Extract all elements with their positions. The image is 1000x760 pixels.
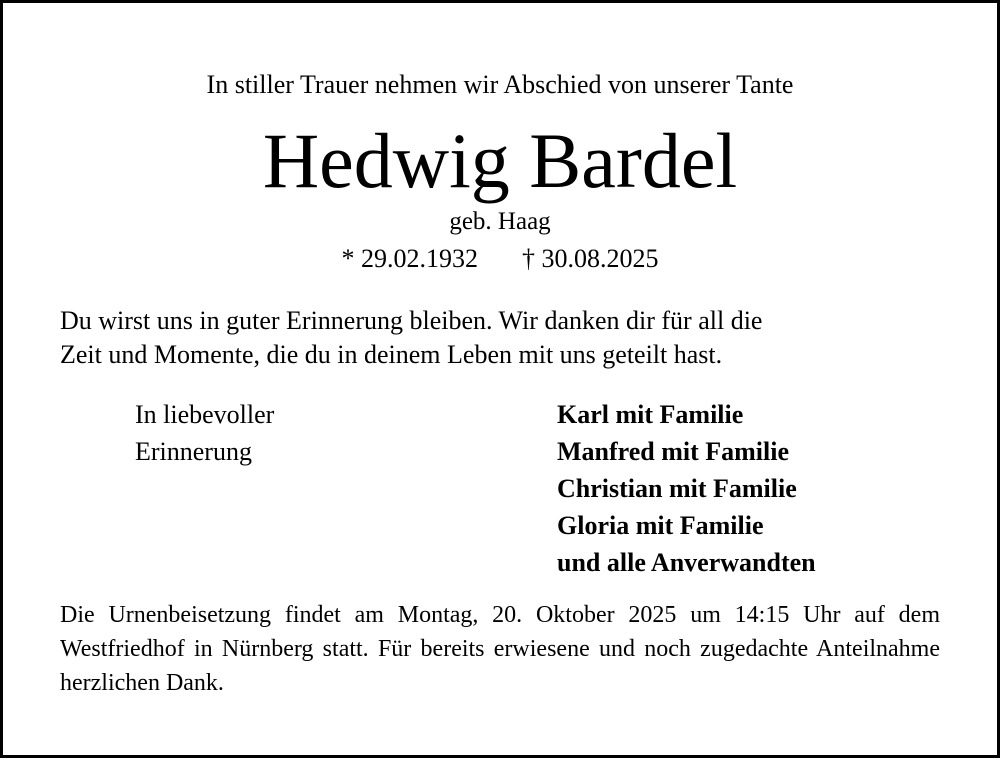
life-dates	[0, 244, 1000, 274]
quote-line: Du wirst uns in guter Erinnerung bleiben. Wir danken dir für all die	[60, 306, 763, 335]
quote-line: Zeit und Momente, die du in deinem Leben mit uns geteilt hast.	[60, 340, 723, 369]
memory-line: In liebevoller	[135, 400, 275, 429]
farewell-quote	[60, 304, 762, 372]
mourner: Gloria mit Familie	[557, 511, 764, 540]
deceased-name: Hedwig Bardel	[262, 117, 738, 204]
mourner: Manfred mit Familie	[557, 437, 790, 466]
mourner: und alle Anverwandten	[557, 548, 816, 577]
memory-phrase	[135, 396, 274, 470]
mourners-list	[557, 396, 816, 581]
maiden-name: geb. Haag	[449, 208, 551, 235]
mourner: Christian mit Familie	[557, 474, 797, 503]
memory-line: Erinnerung	[135, 437, 252, 466]
intro-line: In stiller Trauer nehmen wir Abschied von unserer Tante	[206, 70, 794, 99]
mourner: Karl mit Familie	[557, 400, 744, 429]
funeral-notice: Die Urnenbeisetzung findet am Montag, 20. Oktober 2025 um 14:15 Uhr auf dem Westfriedhof in Nürnberg statt. Für bereits erwiesene und noch zugedachte Anteilnahme herzlichen Dank.	[60, 602, 940, 696]
death-date: † 30.08.2025	[522, 244, 659, 273]
birth-date: * 29.02.1932	[341, 244, 478, 273]
